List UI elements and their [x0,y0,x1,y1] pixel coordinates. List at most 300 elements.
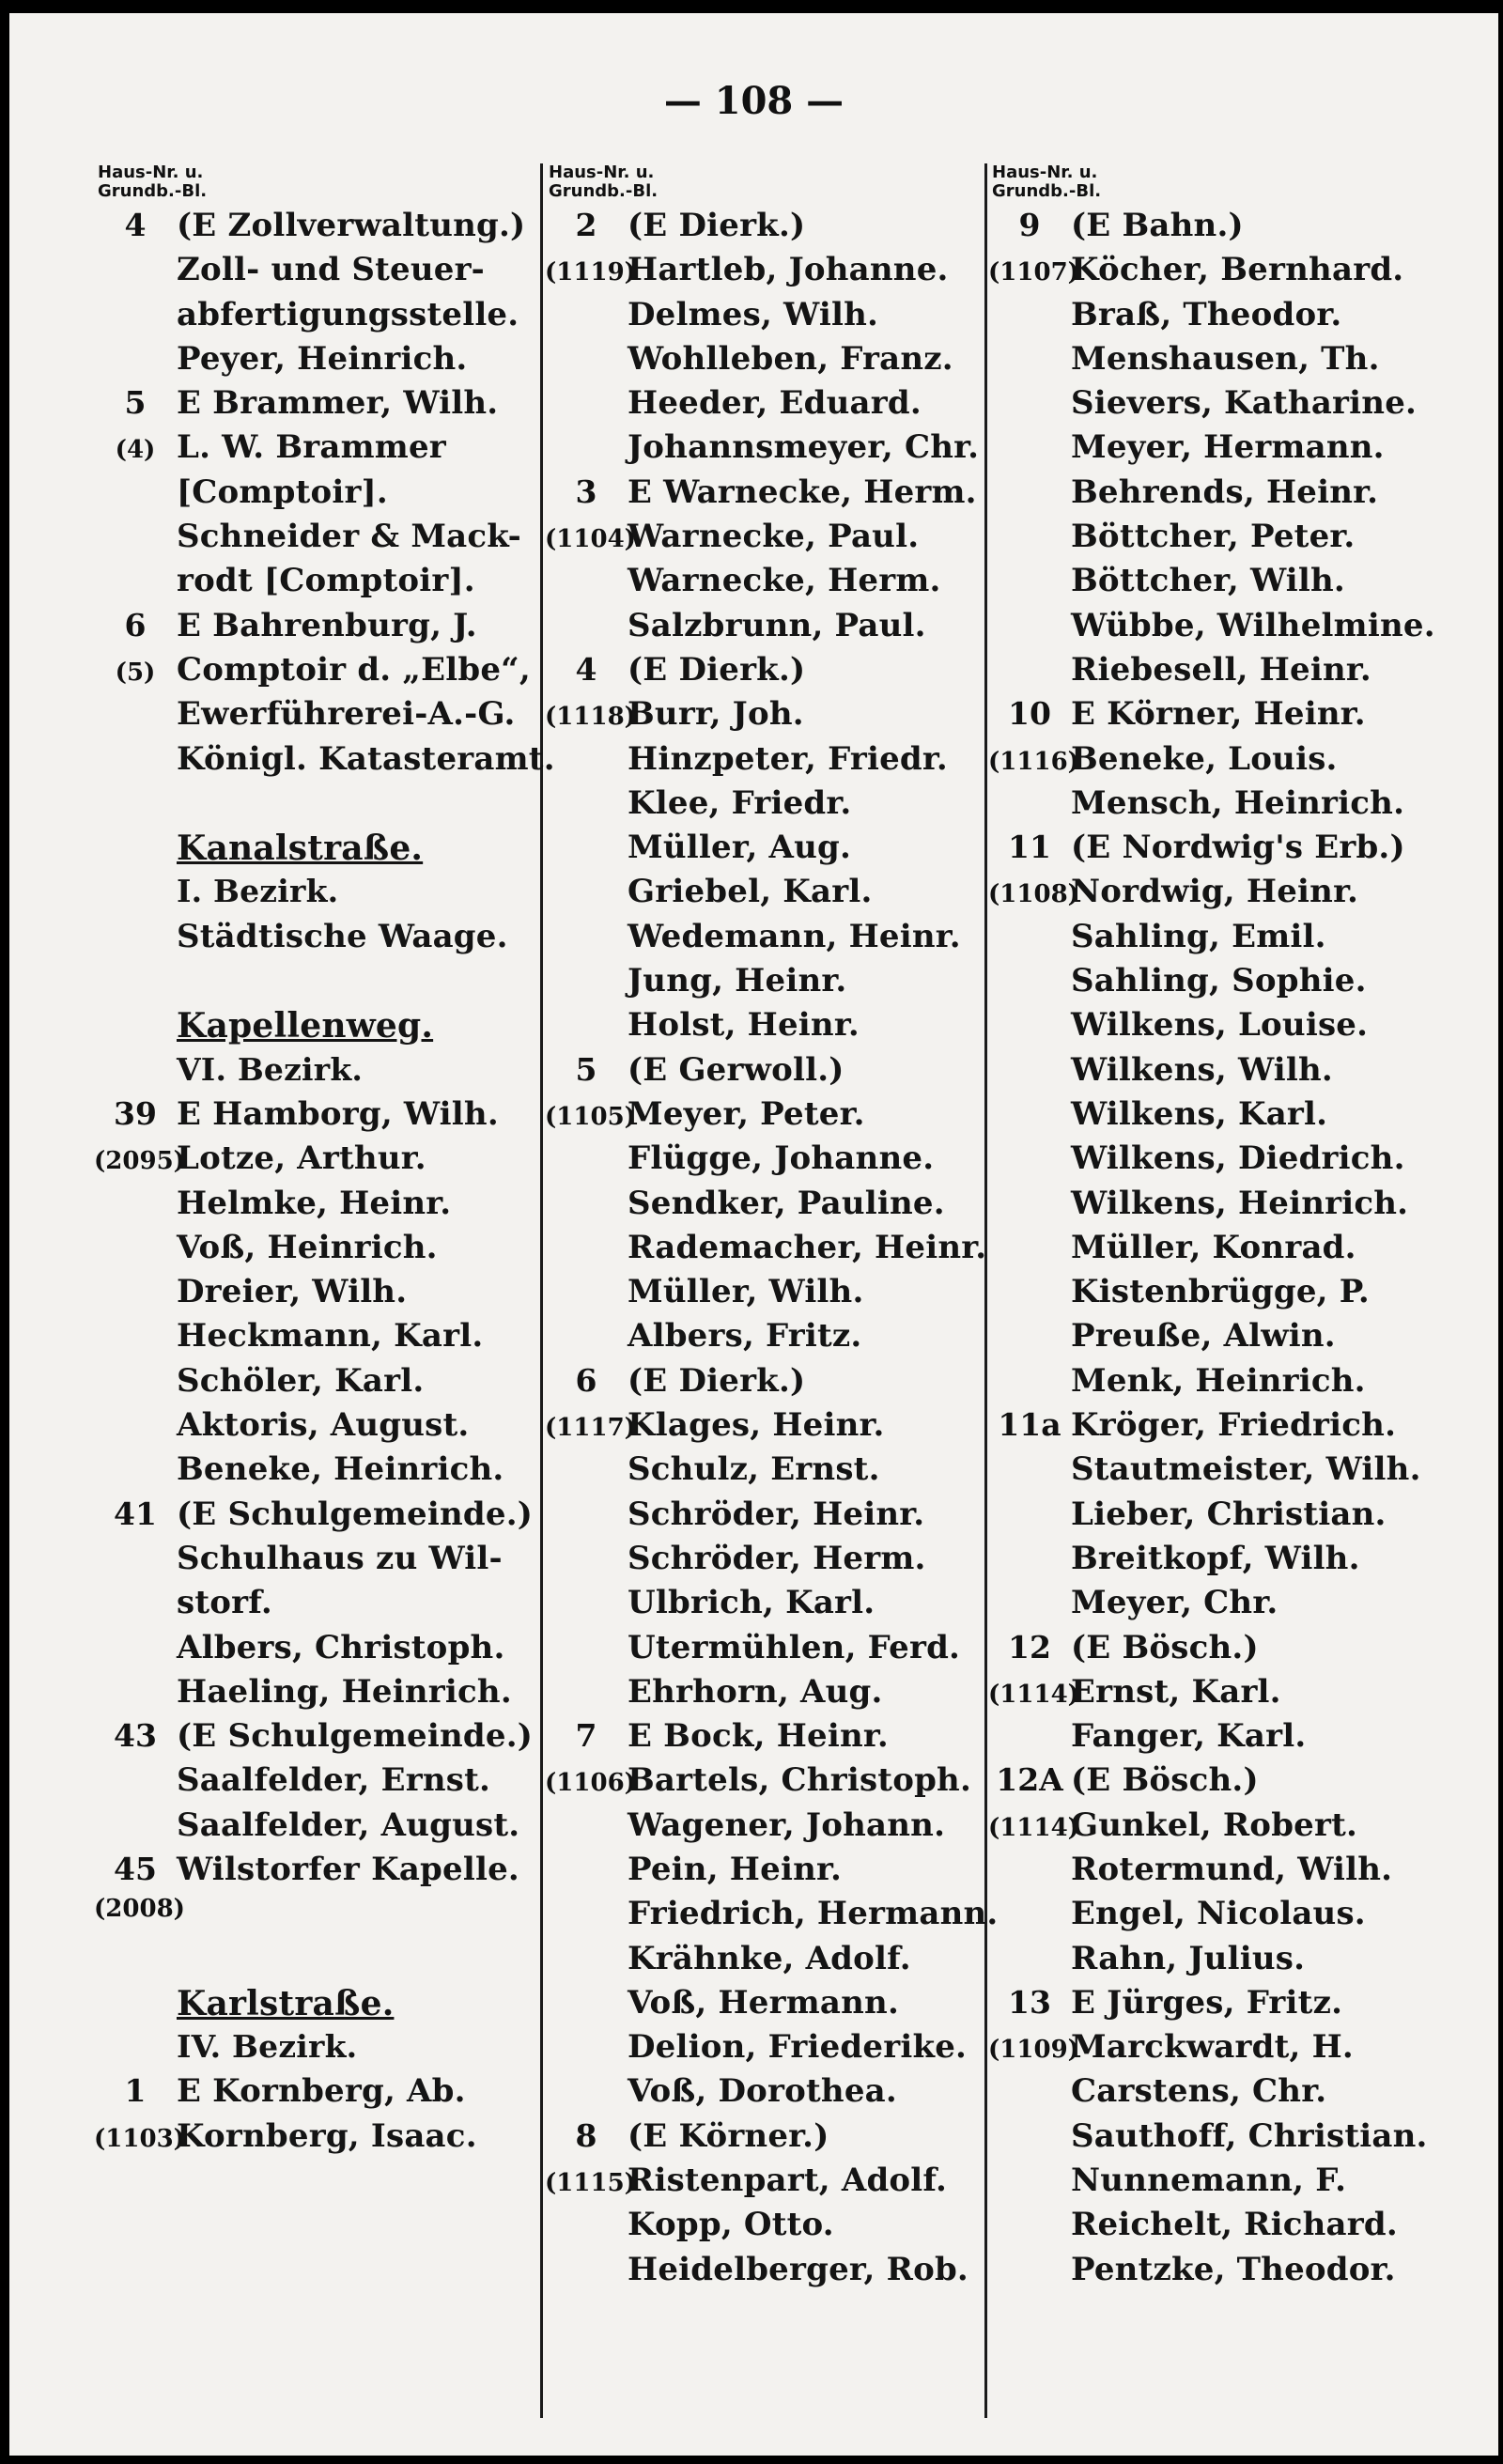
directory-row [988,1495,1495,1540]
directory-row [545,651,982,695]
page-number: — 108 — [663,79,844,123]
directory-row [545,340,982,384]
directory-row [94,1940,535,1984]
directory-row [94,340,535,384]
directory-row [988,1229,1495,1273]
directory-row [545,1717,982,1761]
house-number: (1114) [988,1813,1079,1842]
entry-text: Böttcher, Wilh. [1071,562,1345,600]
directory-row [94,1495,535,1540]
directory-row [988,918,1495,962]
entry-text: Ehrhorn, Aug. [628,1672,883,1711]
house-number: 13 [1008,1983,1051,2021]
directory-row [545,1450,982,1495]
directory-row [988,2251,1495,2295]
entry-text: Saalfelder, August. [177,1805,520,1844]
directory-row [94,1851,535,1895]
directory-row [545,207,982,251]
directory-row [94,1051,535,1095]
directory-row [94,1185,535,1229]
house-number: (1104) [545,525,636,554]
entry-text: Salzbrunn, Paul. [628,606,926,644]
column-divider [540,163,543,2418]
directory-row [94,1629,535,1673]
directory-row [94,607,535,651]
entry-text: Rahn, Julius. [1071,1939,1306,1977]
entry-text: Schneider & Mack- [177,518,521,556]
directory-row [94,207,535,251]
directory-row [988,2117,1495,2162]
entry-text: Böttcher, Peter. [1071,518,1356,556]
directory-row [94,739,555,784]
entry-text: Wilkens, Karl. [1071,1094,1328,1133]
column-rows [545,207,999,2295]
directory-row [545,784,982,829]
directory-row [545,2072,982,2116]
entry-text: Meyer, Peter. [628,1094,865,1133]
house-number: (5) [115,658,156,687]
entry-text: Schröder, Herm. [628,1539,926,1577]
entry-text: Müller, Konrad. [1071,1228,1356,1266]
entry-text: Reichelt, Richard. [1071,2206,1398,2244]
entry-text: Kröger, Friedrich. [1071,1406,1397,1445]
directory-row [545,296,982,340]
entry-text: Schulz, Ernst. [628,1450,880,1489]
entry-text: Sievers, Katharine. [1071,384,1418,423]
entry-text: Hinzpeter, Friedr. [628,739,948,778]
entry-text: (E Bahn.) [1071,207,1244,244]
entry-text: Breitkopf, Wilh. [1071,1539,1360,1577]
entry-text: (E Bösch.) [1071,1761,1259,1800]
directory-row [988,784,1495,829]
entry-text: Preuße, Alwin. [1071,1317,1336,1356]
directory-row [545,1228,987,1273]
house-number: (1115) [545,2169,636,2198]
directory-row [94,873,535,917]
street-heading: Kapellenweg. [177,1006,434,1046]
directory-row [94,829,535,873]
directory-row [988,1851,1495,1895]
entry-text: Meyer, Hermann. [1071,428,1385,467]
entry-text: E Bahrenburg, J. [177,606,477,644]
directory-row [94,651,535,695]
entry-text: Warnecke, Paul. [628,518,920,556]
house-number: (1105) [545,1102,636,1131]
house-number: 5 [575,1050,597,1088]
entry-text: E Hamborg, Wilh. [177,1094,499,1133]
entry-text: Riebesell, Heinr. [1071,650,1371,689]
directory-row [94,384,535,428]
directory-row [545,740,982,784]
directory-row [94,1406,535,1450]
directory-row [988,1984,1495,2028]
directory-row [545,2162,982,2206]
directory-row [988,1406,1495,1450]
directory-row [988,962,1495,1006]
entry-text: (E Zollverwaltung.) [177,207,526,244]
entry-text: Dreier, Wilh. [177,1273,408,1311]
column-1 [94,163,555,2456]
directory-row [545,1673,982,1717]
entry-text: Beneke, Heinrich. [177,1450,504,1489]
directory-row [988,1051,1495,1095]
house-number: 12 [1008,1628,1051,1666]
entry-text: Bartels, Christoph. [628,1761,972,1800]
directory-row [94,1984,535,2028]
directory-row [94,1229,535,1273]
entry-text: Hartleb, Johanne. [628,251,949,289]
directory-row [545,1806,982,1851]
entry-text: Klages, Heinr. [628,1406,885,1445]
entry-text: abfertigungsstelle. [177,295,519,333]
entry-text: Marckwardt, H. [1071,2028,1354,2067]
directory-row [94,1540,535,1584]
directory-row [545,918,982,962]
entry-text: Müller, Wilh. [628,1273,864,1311]
entry-text: Gunkel, Robert. [1071,1805,1358,1844]
entry-text: Ulbrich, Karl. [628,1584,875,1622]
entry-text: Kistenbrügge, P. [1071,1273,1370,1311]
directory-row [545,1139,982,1184]
entry-text: Kornberg, Isaac. [177,2116,477,2155]
entry-text: Köcher, Bernhard. [1071,251,1404,289]
directory-row [988,296,1495,340]
directory-row [988,1095,1495,1139]
directory-row [545,2028,982,2072]
entry-text: Wagener, Johann. [628,1805,946,1844]
directory-row [545,1584,982,1628]
directory-row [545,1273,982,1317]
column-header: Haus-Nr. u. Grundb.-Bl. [98,163,208,201]
entry-text: Carstens, Chr. [1071,2072,1327,2111]
directory-row [94,251,535,295]
entry-text: Schulhaus zu Wil- [177,1539,503,1577]
directory-row [988,1540,1495,1584]
directory-row [545,2206,982,2250]
directory-row [94,1139,535,1184]
directory-row [94,1895,535,1939]
house-number: (1106) [545,1769,636,1798]
entry-text: E Bock, Heinr. [628,1717,889,1756]
house-number: (1118) [545,703,636,732]
entry-text: Wilkens, Wilh. [1071,1050,1333,1089]
entry-text: Engel, Nicolaus. [1071,1895,1366,1933]
entry-text: (E Dierk.) [628,1361,806,1400]
entry-text: Menk, Heinrich. [1071,1361,1366,1400]
entry-text: (E Dierk.) [628,650,806,689]
column-3 [988,163,1495,2456]
entry-text: Peyer, Heinrich. [177,339,468,378]
entry-text: Zoll- und Steuer- [177,251,485,289]
entry-text: Sahling, Sophie. [1071,962,1367,1000]
entry-text: Wilstorfer Kapelle. [177,1850,519,1888]
column-header: Haus-Nr. u. Grundb.-Bl. [992,163,1102,201]
directory-row [988,1717,1495,1761]
entry-text: (E Körner.) [628,2116,829,2155]
directory-row [94,1450,535,1495]
directory-row [988,473,1495,518]
street-heading: Karlstraße. [177,1983,395,2023]
directory-row [94,1673,535,1717]
entry-text: Schöler, Karl. [177,1361,425,1400]
directory-row [94,1362,535,1406]
street-heading: Kanalstraße. [177,829,424,869]
directory-row [988,1584,1495,1628]
entry-text: Sahling, Emil. [1071,917,1326,955]
directory-row [988,1895,1495,1939]
directory-row [545,1940,982,1984]
directory-row [545,962,982,1006]
house-number: (1103) [94,2124,185,2153]
entry-text: Jung, Heinr. [628,962,847,1000]
directory-row [545,1095,982,1139]
entry-text: (E Schulgemeinde.) [177,1495,534,1533]
house-number: 1 [124,2072,147,2110]
entry-text: Klee, Friedr. [628,783,852,822]
entry-text: Fanger, Karl. [1071,1717,1307,1756]
house-number: (1114) [988,1680,1079,1709]
house-number: 8 [575,2116,597,2154]
directory-row [545,1362,982,1406]
directory-row [988,251,1495,295]
directory-row [94,918,535,962]
house-number: 12A [996,1761,1063,1799]
entry-text: Ewerführerei-A.-G. [177,695,516,734]
house-number: 9 [1018,207,1041,243]
entry-text: Helmke, Heinr. [177,1184,452,1222]
entry-text: Wilkens, Heinrich. [1071,1184,1409,1222]
house-number: (2095) [94,1147,185,1176]
entry-text: Aktoris, August. [177,1406,470,1445]
house-number: (2008) [94,1895,185,1924]
entry-text: Wilkens, Diedrich. [1071,1139,1405,1178]
directory-row [94,1273,535,1317]
directory-row [988,1629,1495,1673]
directory-row [94,1095,535,1139]
column-rows [988,207,1495,2295]
entry-text: L. W. Brammer [177,428,446,467]
entry-text: Albers, Christoph. [177,1628,505,1666]
entry-text: Heeder, Eduard. [628,384,922,423]
directory-row [545,1406,982,1450]
directory-row [988,873,1495,917]
directory-row [988,1450,1495,1495]
house-number: 6 [575,1361,597,1399]
directory-row [94,1584,535,1628]
entry-text: (E Bösch.) [1071,1628,1259,1666]
entry-text: Städtische Waage. [177,917,508,955]
entry-text: Meyer, Chr. [1071,1584,1278,1622]
house-number: 43 [114,1717,157,1755]
directory-row [988,1362,1495,1406]
entry-text: Wedemann, Heinr. [628,917,961,955]
directory-row [988,340,1495,384]
house-number: (1109) [988,2036,1079,2065]
directory-row [545,1185,982,1229]
house-number: 2 [575,207,597,243]
house-number: 10 [1008,695,1051,733]
entry-text: Sauthoff, Christian. [1071,2116,1428,2155]
directory-row [545,384,982,428]
entry-text: (E Dierk.) [628,207,806,244]
house-number: 11 [1008,829,1051,866]
entry-text: Warnecke, Herm. [628,562,941,600]
entry-text: Heckmann, Karl. [177,1317,484,1356]
directory-row [988,1317,1495,1361]
entry-text: [Comptoir]. [177,473,388,511]
house-number: (1108) [988,880,1079,909]
entry-text: storf. [177,1584,272,1622]
house-number: 4 [575,650,597,688]
directory-row [988,1273,1495,1317]
directory-row [988,1673,1495,1717]
entry-text: Voß, Hermann. [628,1983,899,2022]
entry-text: Johannsmeyer, Chr. [628,428,980,467]
directory-row [94,2072,535,2116]
entry-text: E Jürges, Fritz. [1071,1983,1343,2022]
entry-text: Wohlleben, Franz. [628,339,953,378]
directory-row [545,1006,982,1050]
house-number: 7 [575,1717,597,1755]
directory-row [988,562,1495,606]
directory-row [94,1806,535,1851]
entry-text: Nordwig, Heinr. [1071,873,1359,911]
directory-row [545,1851,982,1895]
house-number: 5 [124,384,147,422]
directory-row [988,651,1495,695]
directory-row [545,873,982,917]
directory-row [988,829,1495,873]
entry-text: Ristenpart, Adolf. [628,2162,948,2200]
directory-row [545,518,982,562]
entry-text: Lotze, Arthur. [177,1139,426,1178]
entry-text: Ernst, Karl. [1071,1672,1281,1711]
entry-text: Menshausen, Th. [1071,339,1380,378]
directory-row [988,1761,1495,1805]
entry-text: Krähnke, Adolf. [628,1939,911,1977]
entry-text: Albers, Fritz. [628,1317,862,1356]
entry-text: Voß, Dorothea. [628,2072,897,2111]
entry-text: Heidelberger, Rob. [628,2250,968,2288]
entry-text: Utermühlen, Ferd. [628,1628,961,1666]
directory-row [988,1185,1495,1229]
directory-row [988,1139,1495,1184]
directory-row [988,1806,1495,1851]
directory-row [545,473,982,518]
directory-row [94,695,535,739]
district-label: I. Bezirk. [177,873,339,910]
house-number: 11a [998,1406,1061,1444]
entry-text: E Warnecke, Herm. [628,473,977,511]
entry-text: Lieber, Christian. [1071,1495,1387,1533]
house-number: (1119) [545,258,636,287]
entry-text: Pein, Heinr. [628,1850,843,1888]
house-number: (1117) [545,1414,636,1443]
house-number: 3 [575,473,597,510]
directory-row [988,2028,1495,2072]
directory-row [545,1317,982,1361]
entry-text: Müller, Aug. [628,829,852,867]
directory-row [988,1006,1495,1050]
entry-text: rodt [Comptoir]. [177,562,475,600]
directory-row [94,2117,535,2162]
directory-row [545,1495,982,1540]
directory-row [545,562,982,606]
entry-text: (E Schulgemeinde.) [177,1717,534,1756]
directory-row [988,518,1495,562]
entry-text: Rademacher, Heinr. [628,1228,987,1266]
entry-text: Delmes, Wilh. [628,295,879,333]
entry-text: Wilkens, Louise. [1071,1006,1369,1045]
directory-row [545,607,982,651]
entry-text: Königl. Katasteramt. [177,739,555,778]
entry-text: Schröder, Heinr. [628,1495,925,1533]
directory-row [545,1761,982,1805]
directory-row [988,384,1495,428]
entry-text: Haeling, Heinrich. [177,1672,512,1711]
directory-row [94,1761,535,1805]
directory-row [94,562,535,606]
house-number: 6 [124,606,147,643]
directory-row [545,695,982,739]
directory-row [94,1006,535,1050]
directory-row [988,607,1495,651]
entry-text: Braß, Theodor. [1071,295,1342,333]
directory-row [94,296,535,340]
entry-text: Friedrich, Hermann. [628,1895,999,1933]
entry-text: Griebel, Karl. [628,873,873,911]
directory-row [545,829,982,873]
directory-row [988,207,1495,251]
directory-row [988,740,1495,784]
entry-text: Saalfelder, Ernst. [177,1761,491,1800]
directory-row [94,518,535,562]
house-number: 39 [114,1094,157,1132]
directory-row [545,2251,982,2295]
house-number: 4 [124,207,147,243]
entry-text: Delion, Friederike. [628,2028,968,2067]
directory-row [94,784,535,829]
entry-text: (E Gerwoll.) [628,1050,844,1089]
entry-text: Holst, Heinr. [628,1006,860,1045]
directory-row [94,1717,535,1761]
directory-row [545,1895,999,1939]
directory-row [545,1629,982,1673]
house-number: 41 [114,1495,157,1532]
entry-text: E Brammer, Wilh. [177,384,499,423]
directory-row [988,428,1495,473]
district-label: IV. Bezirk. [177,2028,358,2066]
column-2 [545,163,999,2456]
entry-text: Sendker, Pauline. [628,1184,945,1222]
directory-row [988,2072,1495,2116]
column-rows [94,207,555,2162]
directory-row [988,1940,1495,1984]
house-number: (1107) [988,258,1079,287]
entry-text: Comptoir d. „Elbe“, [177,650,531,689]
entry-text: Burr, Joh. [628,695,804,734]
directory-row [94,473,535,518]
column-header: Haus-Nr. u. Grundb.-Bl. [549,163,659,201]
entry-text: Behrends, Heinr. [1071,473,1379,511]
directory-row [545,428,982,473]
directory-row [94,428,535,473]
directory-row [545,1051,982,1095]
entry-text: Voß, Heinrich. [177,1228,438,1266]
column-divider [984,163,987,2418]
directory-row [94,962,535,1006]
entry-text: Rotermund, Wilh. [1071,1850,1393,1888]
